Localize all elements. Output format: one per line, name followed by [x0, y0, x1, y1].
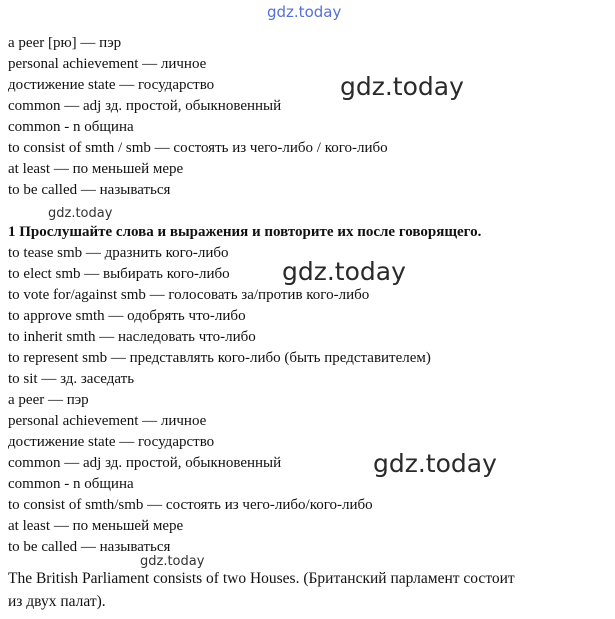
vocab-line: a peer [рю] — пэр [8, 35, 122, 51]
watermark-right-1: gdz.today [340, 72, 464, 101]
vocab-line: at least — по меньшей мере [8, 161, 184, 177]
vocab-line: to be called — называться [8, 539, 171, 555]
vocab-line: to tease smb — дразнить кого-либо [8, 245, 229, 261]
vocab-line: to approve smth — одобрять что-либо [8, 308, 246, 324]
watermark-middle: gdz.today [282, 257, 406, 286]
vocab-line: common — adj зд. простой, обыкновенный [8, 98, 282, 114]
watermark-right-2: gdz.today [373, 449, 497, 478]
vocab-line: to represent smb — представлять кого-либо (быть представителем) [8, 350, 431, 366]
vocab-line: to consist of smth/smb — состоять из чего-либо/кого-либо [8, 497, 373, 513]
vocab-line: personal achievement — личное [8, 413, 207, 429]
vocab-line: a peer — пэр [8, 392, 89, 408]
paragraph-line: The British Parliament consists of two Houses. (Британский парламент состоит [8, 570, 515, 587]
exercise-heading: 1 Прослушайте слова и выражения и повторите их после говорящего. [8, 224, 482, 240]
vocab-line: to inherit smth — наследовать что-либо [8, 329, 256, 345]
vocab-line: достижение state — государство [8, 434, 215, 450]
paragraph-line: из двух палат). [8, 593, 106, 610]
vocab-line: to be called — называться [8, 182, 171, 198]
watermark-small-2: gdz.today [140, 554, 205, 569]
watermark-small-1: gdz.today [48, 206, 113, 221]
vocab-line: common - n община [8, 476, 134, 492]
vocab-line: to elect smb — выбирать кого-либо [8, 266, 230, 282]
vocab-line: to vote for/against smb — голосовать за/против кого-либо [8, 287, 370, 303]
vocab-line: достижение state — государство [8, 77, 215, 93]
vocab-line: common - n община [8, 119, 134, 135]
watermark-top: gdz.today [267, 3, 342, 21]
vocab-line: personal achievement — личное [8, 56, 207, 72]
vocab-line: at least — по меньшей мере [8, 518, 184, 534]
vocab-line: to consist of smth / smb — состоять из чего-либо / кого-либо [8, 140, 388, 156]
vocab-line: common — adj зд. простой, обыкновенный [8, 455, 282, 471]
vocab-line: to sit — зд. заседать [8, 371, 135, 387]
